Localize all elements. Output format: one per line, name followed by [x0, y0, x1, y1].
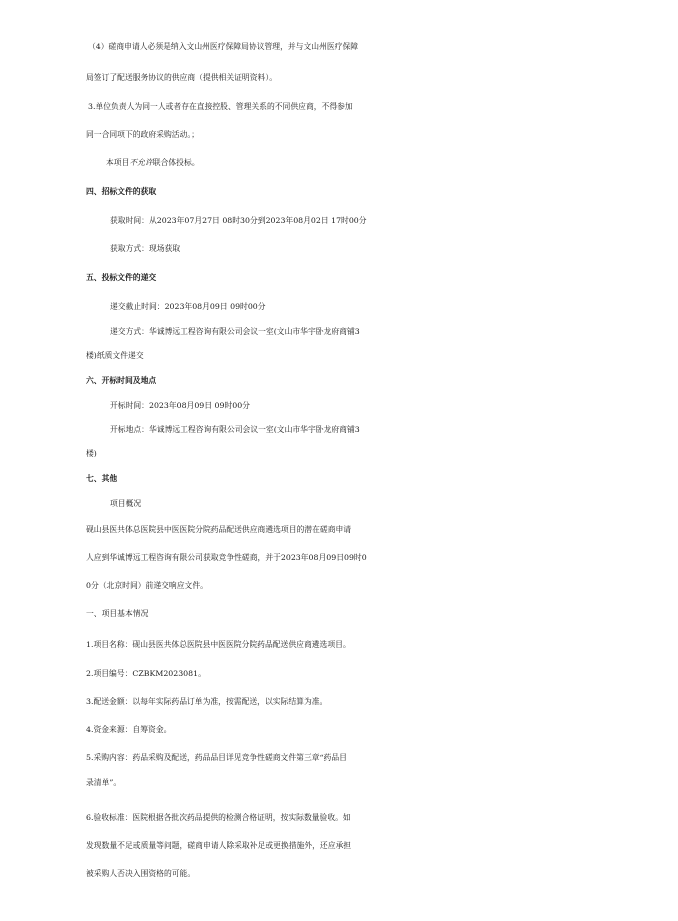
section-heading: 四、招标文件的获取 [86, 187, 157, 196]
text-line: 递交方式：华诚博远工程咨询有限公司会议一室(文山市华宇卧龙府商铺3 [110, 327, 360, 336]
text-line: 被采购人否决入围资格的可能。 [86, 869, 196, 878]
text-line: 获取时间：从2023年07月27日 08时30分到2023年08月02日 17时00分 [110, 216, 367, 225]
text-line: 3.配送金额：以每年实际药品订单为准，按需配送，以实际结算为准。 [86, 697, 328, 706]
consortium-prefix: 本项目 [106, 158, 130, 167]
text-line: 4.资金来源：自筹资金。 [86, 725, 172, 734]
text-line: 一、项目基本情况 [86, 609, 149, 618]
consortium-emphasis: 不允许 [129, 158, 153, 167]
text-line: 人应到华诚博远工程咨询有限公司获取竞争性磋商，并于2023年08月09日09时0 [86, 553, 367, 562]
text-line: 开标时间：2023年08月09日 09时00分 [110, 401, 250, 410]
text-line: 同一合同项下的政府采购活动。； [86, 130, 200, 139]
text-line: （4）磋商申请人必须是纳入文山州医疗保障局协议管理，并与文山州医疗保障 [88, 42, 359, 51]
text-line: 录清单”。 [86, 778, 122, 787]
text-line: 局签订了配送服务协议的供应商（提供相关证明资料）。 [86, 73, 278, 82]
section-heading: 七、其他 [86, 474, 118, 483]
section-heading: 五、投标文件的递交 [86, 273, 157, 282]
text-line: 5.采购内容：药品采购及配送，药品品目详见竞争性磋商文件第三章“药品目 [86, 753, 347, 762]
text-line: 递交截止时间：2023年08月09日 09时00分 [110, 302, 266, 311]
text-line: 砚山县医共体总医院县中医医院分院药品配送供应商遴选项目的潜在磋商申请 [86, 525, 352, 534]
text-line: 1.项目名称：砚山县医共体总医院县中医医院分院药品配送供应商遴选项目。 [86, 640, 351, 649]
section-heading: 六、开标时间及地点 [86, 376, 157, 385]
text-line: 发现数量不足或质量等问题，磋商申请人除采取补足或更换措施外，还应承担 [86, 841, 352, 850]
text-line: 开标地点：华诚博远工程咨询有限公司会议一室(文山市华宇卧龙府商铺3 [110, 425, 360, 434]
text-line: 楼) [86, 449, 97, 458]
consortium-line [106, 153, 678, 173]
text-line: 2.项目编号：CZBKM2023081。 [86, 669, 206, 678]
text-line: 6.验收标准：医院根据各批次药品提供的检测合格证明，按实际数量验收。如 [86, 813, 351, 822]
text-line: 项目概况 [110, 499, 142, 508]
text-line: 0分（北京时间）前递交响应文件。 [86, 581, 208, 590]
text-line: 获取方式：现场获取 [110, 244, 181, 253]
text-line: 3.单位负责人为同一人或者存在直接控股、管理关系的不同供应商，不得参加 [88, 102, 353, 111]
text-line: 楼)纸质文件递交 [86, 351, 144, 360]
consortium-suffix: 联合体投标。 [152, 158, 200, 167]
